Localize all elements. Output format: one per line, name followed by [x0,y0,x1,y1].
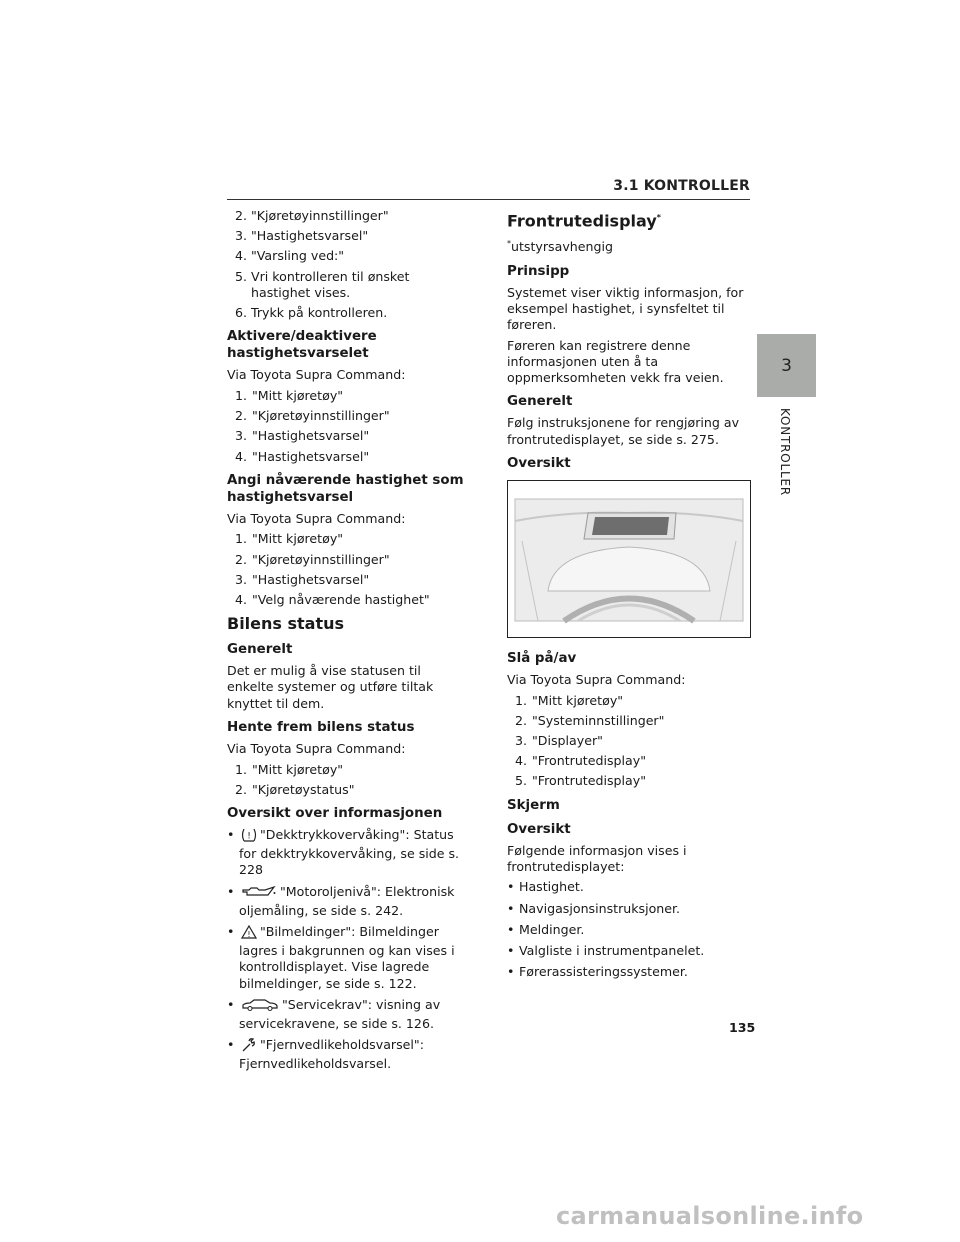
list-item-vehicle-messages: • ! "Bilmeldinger": Bilmeldinger lagres i bakgrunnen og kan vises i kontrolldisplayet. Vise lagrede bilmeldinger, se side s. 122. [227,924,471,992]
chapter-tab [757,334,816,397]
step-number: 5. [235,268,248,284]
step-number: 1. [235,531,248,547]
steps-list-speed-warning [227,208,471,321]
list-item-service: • "Servicekrav": visning av servicekravene, se side s. 126. [227,997,471,1032]
step-number: 2. [235,781,248,797]
step-item [227,449,471,465]
steps-list-current-speed [227,531,471,608]
principle-text-2: Føreren kan registrere denne informasjonen uten å ta oppmerksomheten vekk fra veien. [507,337,724,386]
step-item [507,773,751,789]
step-number: 2. [235,208,248,223]
step-number: 3. [235,428,248,444]
steps-list-fetch-status [227,762,471,798]
step-number: 1. [515,692,528,708]
heading-vehicle-status: Bilens status [227,614,345,634]
heading-fetch-status: Hente frem bilens status [227,719,415,735]
step-item [227,592,471,608]
step-number: 3. [235,228,248,244]
step-item [227,428,471,444]
dashboard-drawing [508,481,750,637]
heading-screen-overview: Oversikt [507,821,571,837]
list-item-oil-level: • "Motoroljenivå": Elektronisk oljemåling, se side s. 242. [227,884,471,919]
step-text: "Mitt kjøretøy" [252,531,344,547]
step-text: "Systeminnstillinger" [532,712,665,728]
step-item [227,782,471,798]
step-item [227,228,471,244]
list-item: • Meldinger. [507,922,751,938]
step-number: 1. [235,761,248,777]
step-item [227,552,471,568]
list-item: • Hastighet. [507,879,751,895]
step-item [227,208,471,224]
step-number: 1. [235,387,248,403]
warning-triangle-icon [241,925,257,943]
watermark: carmanualsonline.info [556,1202,864,1230]
step-number: 4. [235,448,248,464]
list-item: • Førerassisteringssystemer. [507,964,751,980]
heading-hud: Frontrutedisplay* [507,211,661,231]
equipment-note: *utstyrsavhengig [507,239,613,255]
step-text: "Varsling ved:" [251,248,345,264]
list-item: • Valgliste i instrumentpanelet. [507,943,751,959]
cleaning-text: Følg instruksjonene for rengjøring av frontrutedisplayet, se side s. 275. [507,415,740,447]
heading-activate-warning: Aktivere/deaktivere hastighetsvarselet [227,329,377,362]
step-item [227,388,471,404]
left-column [227,208,471,1078]
step-text: "Mitt kjøretøy" [252,761,344,777]
step-number: 4. [235,248,248,264]
svg-text:!: • ! [247,929,251,939]
heading-principle: Prinsipp [507,263,570,279]
step-text: "Kjøretøyinnstillinger" [252,408,390,424]
info-intro: Følgende informasjon vises i frontrutedisplayet: [507,842,687,874]
via-command-text: Via Toyota Supra Command: [227,367,406,383]
heading-general: Generelt [507,394,573,410]
step-item [227,762,471,778]
hud-illustration [507,480,751,638]
via-command-text: Via Toyota Supra Command: [227,740,406,756]
step-item [227,572,471,588]
steps-list-activate [227,388,471,465]
right-column [507,208,751,985]
step-number: 6. [235,305,248,321]
status-info-list [227,827,471,1073]
heading-on-off: Slå på/av [507,650,577,666]
header-rule [227,199,750,200]
heading-info-overview: Oversikt over informasjonen [227,805,443,821]
step-text: "Mitt kjøretøy" [252,387,344,403]
step-item [507,733,751,749]
step-item [227,531,471,547]
step-text: "Hastighetsvarsel" [252,571,370,587]
step-text: Trykk på kontrolleren. [251,305,388,321]
chapter-side-label: KONTROLLER [778,408,792,497]
step-number: 2. [515,712,528,728]
step-text: "Kjøretøystatus" [252,781,355,797]
oil-can-icon [241,885,277,903]
step-number: 4. [235,592,248,608]
step-text: "Hastighetsvarsel" [252,448,370,464]
step-item [227,248,471,264]
step-item [507,713,751,729]
step-text: Vri kontrolleren til ønsket hastighet vises. [251,268,410,300]
step-text: "Hastighetsvarsel" [252,428,370,444]
step-number: 5. [515,773,528,789]
list-item-tire-pressure: • ! "Dekktrykkovervåking": Status for dekktrykkovervåking, se side s. 228 [227,827,471,879]
via-command-text: Via Toyota Supra Command: [507,671,686,687]
svg-text:!: • ! [247,831,251,842]
step-text: "Displayer" [532,732,603,748]
section-header: 3.1 KONTROLLER [613,178,750,194]
step-item [507,693,751,709]
heading-current-speed: Angi nåværende hastighet som hastighetsvarsel [227,472,464,505]
step-text: "Frontrutedisplay" [532,773,647,789]
step-number: 2. [235,551,248,567]
heading-general: Generelt [227,642,293,658]
step-text: "Velg nåværende hastighet" [252,592,430,608]
step-number: 3. [515,732,528,748]
wrench-icon [241,1038,257,1056]
step-text: "Frontrutedisplay" [532,753,647,769]
chapter-number: 3 [781,355,792,376]
car-service-icon [241,998,279,1016]
step-text: "Mitt kjøretøy" [532,692,624,708]
step-number: 3. [235,571,248,587]
heading-overview: Oversikt [507,455,571,471]
tire-pressure-icon [241,828,257,846]
hud-info-list [507,879,751,980]
heading-screen: Skjerm [507,797,560,813]
equipment-mark: * [656,213,661,222]
principle-text-1: Systemet viser viktig informasjon, for eksempel hastighet, i synsfeltet til føreren. [507,284,744,333]
general-text: Det er mulig å vise statusen til enkelte systemer og utføre tiltak knyttet til dem. [227,663,434,711]
step-text: "Kjøretøyinnstillinger" [252,551,390,567]
via-command-text: Via Toyota Supra Command: [227,510,406,526]
step-item [227,305,471,321]
step-number: 4. [515,753,528,769]
page-number: 135 [729,1020,756,1035]
steps-list-hud [507,693,751,790]
list-item: • Navigasjonsinstruksjoner. [507,901,751,917]
step-text: "Kjøretøyinnstillinger" [251,208,389,223]
step-item [507,753,751,769]
step-item [227,408,471,424]
list-item-remote-maintenance: • "Fjernvedlikeholdsvarsel": Fjernvedlikeholdsvarsel. [227,1037,471,1072]
step-text: "Hastighetsvarsel" [251,228,369,244]
step-item [227,269,471,301]
step-number: 2. [235,408,248,424]
